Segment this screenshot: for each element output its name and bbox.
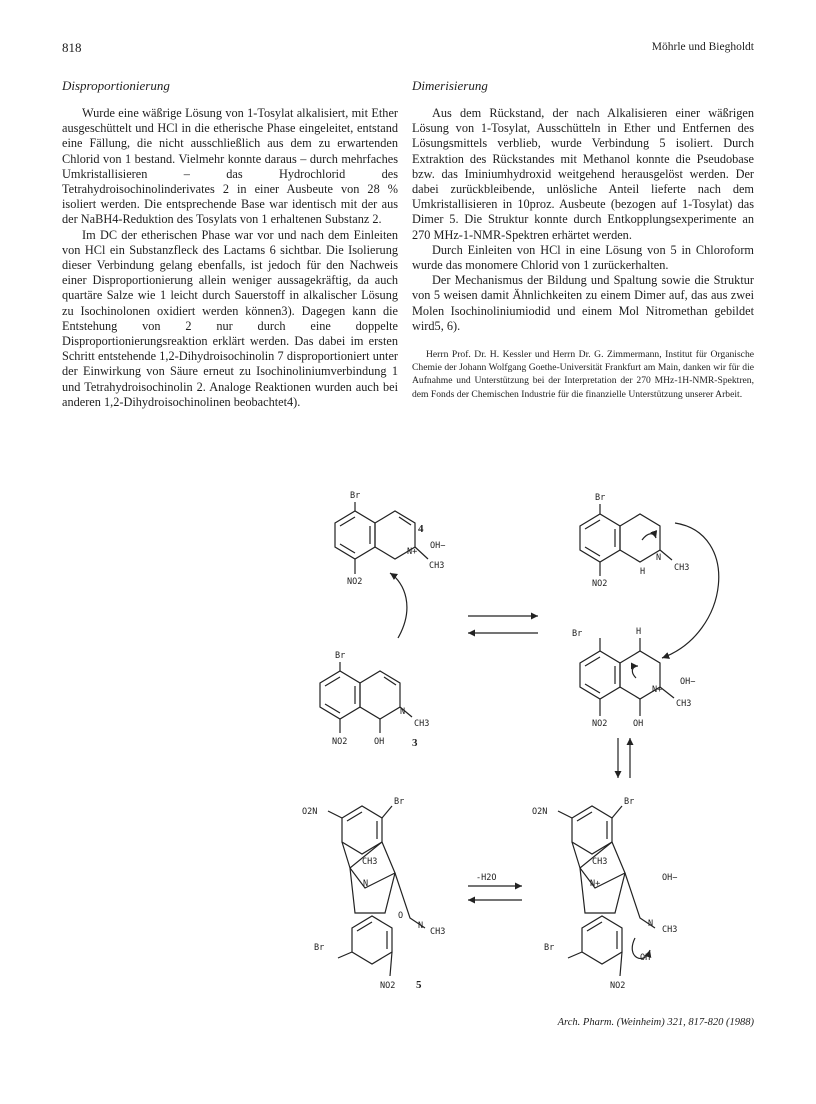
atom-br: Br [624, 797, 635, 807]
left-column [62, 78, 398, 410]
page-number: 818 [62, 40, 82, 55]
atom-oh: OH [374, 737, 385, 747]
atom-br: Br [350, 491, 361, 501]
structure-dimer-5 [328, 806, 425, 976]
atom-ch3: CH3 [430, 927, 446, 937]
reaction-scheme-figure [290, 488, 790, 1018]
atom-ch3: CH3 [362, 857, 378, 867]
paragraph: Aus dem Rückstand, der nach Alkalisieren einer wäßrigen Lösung von 1-Tosylat, Ausschütteln in Ether und Entfernen des Lösungsmittels verblieb, wurde Verbindung 5 isoliert. Durch Extraktion des Rückstandes mit Methanol konnte die Pseudobase bzw. das Iminiumhydroxid weitgehend herausgelöst werden. Der dabei zurückbleibende, unlösliche Anteil lieferte nach dem Umkristallisieren in 10proz. Ausbeute (bezogen auf 1-Tosylat) das Dimer 5. Die Struktur konnte durch Entkopplungsexperimente an 270 MHz-1-NMR-Spektren erhärtet werden. [412, 106, 754, 242]
atom-br: Br [595, 493, 606, 503]
paragraph: Durch Einleiten von HCl in eine Lösung von 5 in Chloroform wurde das monomere Chlorid von 1 zurückerhalten. [412, 242, 754, 273]
atom-o2n: O2N [302, 807, 318, 817]
paragraph: Im DC der etherischen Phase war vor und nach dem Einleiten von HCl ein Substanzfleck des Lactams 6 sichtbar. Die Isolierung dieser Verbindung gelang ebenfalls, ist jedoch für den Nachweis einer Disproportionierung allein weniger aussagekräftig, da auch quartäre Salze wie 1 leicht durch Sauerstoff in alkalischer Lösung zu Isochinolonen oxidiert werden können3). Dagegen kann die Entstehung von 2 nur durch eine doppelte Disproportionierungsreaktion erklärt werden. Das dabei im ersten Schritt entstehende 1,2-Dihydroisochinolin 7 disproportioniert unter der Einwirkung von Säure erneut zu Isochinoliniumverbindung 1 und Tetrahydroisochinolin 2. Analoge Reaktionen wurden auch bei anderen 1,2-Dihydroisochinolinen beobachtet4). [62, 227, 398, 409]
compound-label-5: 5 [416, 979, 422, 991]
atom-o: O [398, 911, 404, 921]
compound-label-4: 4 [418, 523, 424, 535]
atom-ch3: CH3 [414, 719, 430, 729]
atom-n: N [656, 553, 662, 563]
atom-ch3: CH3 [674, 563, 690, 573]
atom-o2n: O2N [532, 807, 548, 817]
journal-citation: Arch. Pharm. (Weinheim) 321, 817-820 (1988) [557, 1017, 754, 1028]
atom-oh: OH [640, 953, 651, 963]
atom-no2: NO2 [610, 981, 626, 991]
atom-br: Br [335, 651, 346, 661]
atom-br: Br [394, 797, 405, 807]
atom-oh-minus: OH− [662, 873, 678, 883]
atom-no2: NO2 [592, 579, 608, 589]
atom-h: H [636, 627, 642, 637]
atom-no2: NO2 [380, 981, 396, 991]
atom-oh-minus: OH− [680, 677, 696, 687]
structure-compound-3 [320, 662, 412, 733]
atom-no2: NO2 [592, 719, 608, 729]
structure-compound-4 [335, 502, 428, 574]
compound-label-3: 3 [412, 737, 418, 749]
atom-n-plus: N+ [590, 879, 601, 889]
atom-no2: NO2 [332, 737, 348, 747]
section-title-dimerisierung: Dimerisierung [412, 78, 488, 93]
atom-ch3: CH3 [662, 925, 678, 935]
atom-n: N [648, 919, 654, 929]
reagent-water-loss: -H2O [476, 873, 497, 883]
atom-br: Br [572, 629, 583, 639]
structure-adduct [580, 638, 674, 716]
atom-ch3: CH3 [592, 857, 608, 867]
atom-oh-minus: OH− [430, 541, 446, 551]
structure-iminium-dimer [558, 806, 655, 976]
paragraph: Der Mechanismus der Bildung und Spaltung sowie die Struktur von 5 weisen damit Ähnlichkeiten zu einem Dimer auf, das aus zwei Molen Isochinoliniumiodid und einem Mol Nitromethan gebildet wird5, 6). [412, 273, 754, 333]
right-column [412, 78, 754, 401]
atom-n-plus: N+ [652, 685, 663, 695]
paragraph: Wurde eine wäßrige Lösung von 1-Tosylat alkalisiert, mit Ether ausgeschüttelt und HCl in die etherische Phase eingeleitet, entstand eine Fällung, die nicht ausschließlich aus dem zu erwartenden Chlorid von 1 bestand. Vielmehr konnte daraus – durch mehrfaches Umkristallisieren – das Hydrochlorid des Tetrahydroisochinolinderivates 2 in einer Ausbeute von 28 % isoliert werden. Die entsprechende Base war identisch mit der aus der NaBH4-Reduktion des Tosylats von 1 erhaltenen Substanz 2. [62, 106, 398, 227]
acknowledgement: Herrn Prof. Dr. H. Kessler und Herrn Dr. G. Zimmermann, Institut für Organische Chemie der Johann Wolfgang Goethe-Universität Frankfurt am Main, danken wir für die Aufnahme und Unterstützung bei der Interpretation der 270 MHz-1H-NMR-Spektren, dem Fonds der Chemischen Industrie für die finanzielle Unterstützung unserer Arbeit. [412, 349, 754, 400]
structure-dihydro-intermediate [580, 504, 672, 576]
atom-oh: OH [633, 719, 644, 729]
running-head-authors: Möhrle und Biegholdt [651, 41, 754, 53]
atom-no2: NO2 [347, 577, 363, 587]
atom-br: Br [544, 943, 555, 953]
atom-n: N [418, 921, 424, 931]
atom-br: Br [314, 943, 325, 953]
atom-ch3: CH3 [429, 561, 445, 571]
section-title-disproportionierung: Disproportionierung [62, 78, 170, 93]
atom-h: H [640, 567, 646, 577]
atom-ch3: CH3 [676, 699, 692, 709]
atom-n: N [400, 707, 406, 717]
atom-n-plus: N+ [407, 547, 418, 557]
atom-n: N [363, 879, 369, 889]
